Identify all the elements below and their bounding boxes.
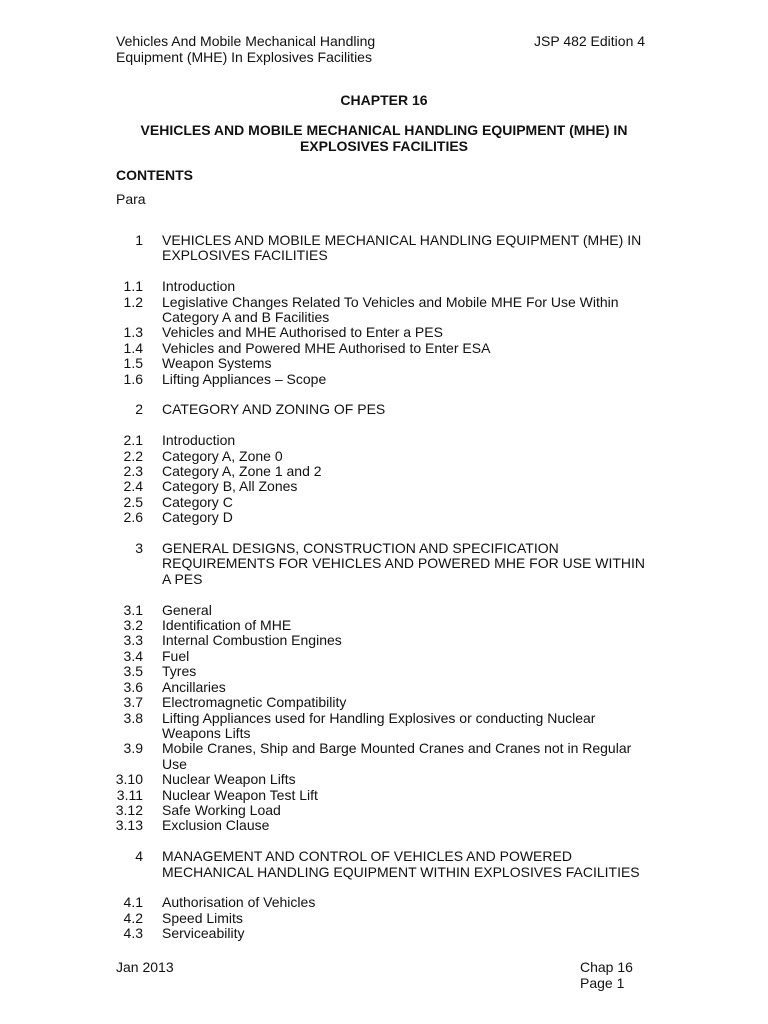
toc-item-2-6[interactable] [0,510,768,525]
contents-heading: CONTENTS [116,167,193,183]
toc-item-text: Fuel [162,647,190,664]
toc-item-2-2[interactable] [0,449,768,464]
toc-item-3-1[interactable] [0,603,768,618]
toc-section-title: VEHICLES AND MOBILE MECHANICAL HANDLING EQUIPMENT (MHE) IN EXPLOSIVES FACILITIES [162,232,642,264]
section-spacer [0,587,768,602]
toc-section-number: 2 [135,401,143,418]
toc-item-text: Nuclear Weapon Lifts [162,771,296,788]
toc-item-text: Identification of MHE [162,617,292,634]
toc-item-text: Safe Working Load [162,801,281,818]
toc-item-2-1[interactable] [0,433,768,448]
toc-section-4[interactable] [0,849,768,880]
toc-item-number: 1.6 [123,370,143,387]
toc-section-title: GENERAL DESIGNS, CONSTRUCTION AND SPECIFICATION REQUIREMENTS FOR VEHICLES AND POWERED MHE FOR USE WITHIN A PES [162,540,646,587]
toc-item-text: Speed Limits [162,909,243,926]
toc-item-text: Tyres [162,663,197,680]
section-spacer [0,418,768,433]
toc-item-text: Exclusion Clause [162,817,270,834]
running-header-title [116,33,375,65]
toc-section-title: CATEGORY AND ZONING OF PES [162,401,386,418]
toc-item-number: 1.4 [123,339,143,356]
toc-item-text: Lifting Appliances used for Handling Explosives or conducting Nuclear Weapons Lifts [162,709,596,741]
toc-item-4-2[interactable] [0,911,768,926]
toc-item-number: 3.8 [123,709,143,726]
section-spacer [0,526,768,541]
header-document-ref: JSP 482 Edition 4 [534,33,646,49]
toc-item-4-3[interactable] [0,926,768,941]
toc-item-3-4[interactable] [0,649,768,664]
toc-item-2-5[interactable] [0,495,768,510]
footer-page-number: Page 1 [580,975,625,991]
toc-item-text: Electromagnetic Compatibility [162,694,347,711]
footer-date: Jan 2013 [116,959,174,975]
header-title-line1: Vehicles And Mobile Mechanical Handling [116,33,376,49]
toc-item-1-5[interactable] [0,356,768,371]
toc-item-number: 3.7 [123,694,143,711]
toc-item-2-3[interactable] [0,464,768,479]
toc-item-number: 4.1 [123,894,143,911]
toc-item-number: 3.3 [123,632,143,649]
toc-item-number: 3.13 [115,817,143,834]
toc-item-number: 3.11 [116,786,143,803]
section-spacer [0,834,768,849]
toc-item-text: Authorisation of Vehicles [162,894,316,911]
section-spacer [0,880,768,895]
toc-item-3-3[interactable] [0,633,768,648]
toc-item-3-12[interactable] [0,803,768,818]
footer-page-info [580,959,633,991]
toc-item-text: Category A, Zone 0 [162,447,283,464]
toc-item-number: 1.5 [123,355,143,372]
toc-item-number: 3.1 [123,601,143,618]
toc-item-text: Internal Combustion Engines [162,632,342,649]
toc-item-3-5[interactable] [0,664,768,679]
toc-item-1-1[interactable] [0,279,768,294]
toc-section-1[interactable] [0,233,768,264]
toc-item-3-2[interactable] [0,618,768,633]
toc-item-number: 4.3 [123,925,143,942]
toc-item-text: Weapon Systems [162,355,272,372]
toc-item-text: Legislative Changes Related To Vehicles and Mobile MHE For Use Within Category A and B Facilities [162,293,619,326]
toc-section-3[interactable] [0,541,768,587]
toc-item-number: 1.3 [123,324,143,341]
toc-item-2-4[interactable] [0,479,768,494]
toc-item-text: Vehicles and Powered MHE Authorised to Enter ESA [162,339,491,356]
toc-item-number: 2.6 [123,509,143,526]
toc-item-1-2[interactable] [0,295,768,326]
para-label: Para [116,191,146,207]
toc-item-1-6[interactable] [0,372,768,387]
table-of-contents [0,233,768,942]
toc-item-text: Serviceability [162,925,245,942]
chapter-title: VEHICLES AND MOBILE MECHANICAL HANDLING EQUIPMENT (MHE) IN EXPLOSIVES FACILITIES [140,122,628,154]
section-spacer [0,387,768,402]
toc-item-number: 1.1 [123,278,143,295]
toc-item-number: 3.9 [123,740,143,757]
header-title-line2: Equipment (MHE) In Explosives Facilities [116,49,372,65]
toc-item-text: Category A, Zone 1 and 2 [162,463,322,480]
toc-item-text: Introduction [162,278,236,295]
toc-item-number: 3.2 [123,617,143,634]
toc-item-3-13[interactable] [0,818,768,833]
toc-item-number: 3.4 [123,647,143,664]
chapter-number: CHAPTER 16 [340,92,428,108]
toc-item-3-7[interactable] [0,695,768,710]
toc-item-number: 2.5 [123,493,143,510]
toc-item-text: Ancillaries [162,678,226,695]
toc-item-number: 2.4 [123,478,143,495]
toc-item-1-4[interactable] [0,341,768,356]
toc-item-text: Category B, All Zones [162,478,298,495]
toc-item-text: Lifting Appliances – Scope [162,370,327,387]
toc-item-number: 4.2 [123,909,143,926]
toc-item-number: 2.3 [123,463,143,480]
toc-item-number: 3.12 [115,801,143,818]
toc-item-text: Vehicles and MHE Authorised to Enter a PES [162,324,443,341]
toc-item-text: Mobile Cranes, Ship and Barge Mounted Cranes and Cranes not in Regular Use [162,740,632,772]
toc-item-1-3[interactable] [0,325,768,340]
toc-section-title: MANAGEMENT AND CONTROL OF VEHICLES AND POWERED MECHANICAL HANDLING EQUIPMENT WITHIN EXPLOSIVES FACILITIES [162,848,640,880]
footer-chapter: Chap 16 [580,959,633,975]
toc-item-3-8[interactable] [0,711,768,742]
toc-item-text: General [162,601,212,618]
toc-section-number: 3 [135,540,143,557]
toc-item-number: 1.2 [123,293,143,310]
toc-item-number: 3.5 [123,663,143,680]
toc-item-text: Introduction [162,432,236,449]
toc-item-4-1[interactable] [0,895,768,910]
toc-item-number: 3.10 [115,771,143,788]
toc-item-text: Category D [162,509,233,526]
toc-item-number: 2.1 [123,432,143,449]
section-spacer [0,264,768,279]
toc-item-3-10[interactable] [0,772,768,787]
toc-item-3-9[interactable] [0,741,768,772]
toc-item-text: Nuclear Weapon Test Lift [162,786,318,803]
toc-item-number: 3.6 [123,678,143,695]
toc-section-number: 4 [135,848,143,865]
toc-item-text: Category C [162,493,233,510]
toc-item-3-6[interactable] [0,680,768,695]
toc-section-2[interactable] [0,402,768,417]
toc-item-number: 2.2 [123,447,143,464]
toc-item-3-11[interactable] [0,788,768,803]
toc-section-number: 1 [135,232,143,248]
